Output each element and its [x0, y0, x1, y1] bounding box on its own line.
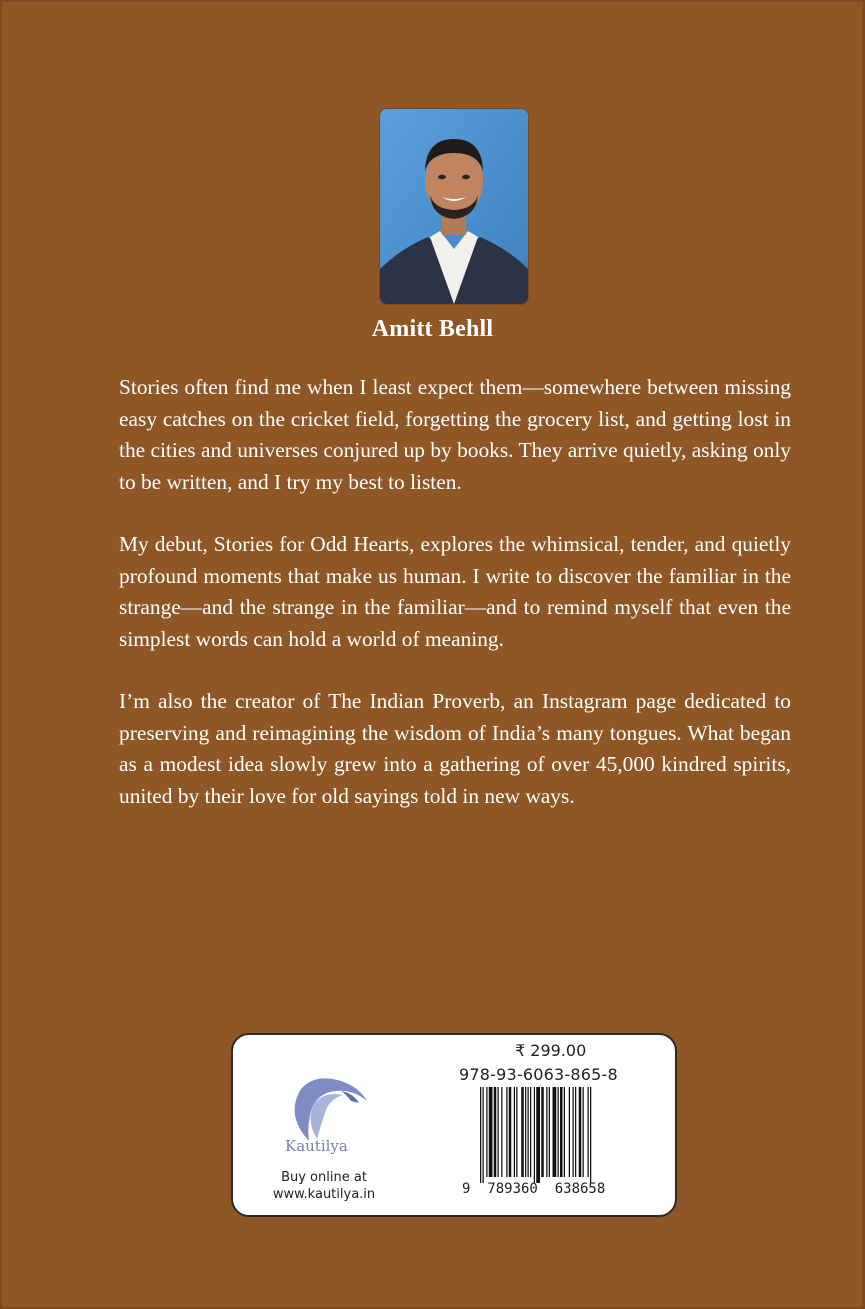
publisher-name: Kautilya [285, 1137, 348, 1155]
barcode-bar [528, 1087, 529, 1177]
barcode-bar [521, 1087, 524, 1177]
barcode-bar [536, 1087, 540, 1183]
barcode-digits: 9 789360 638658 [462, 1181, 606, 1197]
barcode-bar [483, 1087, 484, 1183]
barcode-bar [525, 1087, 526, 1177]
barcode-bar [501, 1087, 502, 1177]
barcode-bar [516, 1087, 517, 1177]
barcode-bar [541, 1087, 544, 1177]
author-bio [119, 372, 791, 843]
barcode-bar [480, 1087, 481, 1183]
barcode-bar [564, 1087, 565, 1177]
barcode-bar [546, 1087, 547, 1177]
barcode-bar [489, 1087, 493, 1177]
barcode-bar [579, 1087, 582, 1177]
barcode-bar [575, 1087, 576, 1177]
bio-paragraph-1: Stories often find me when I least expect them—somewhere between missing easy catches on the cricket field, forgetting the grocery list, and getting lost in the cities and universes conjured up by books. They arrive quietly, asking only to be written, and I try my best to listen. [119, 375, 791, 494]
barcode-bar [509, 1087, 512, 1177]
barcode-bar [560, 1087, 563, 1177]
barcode-bar [506, 1087, 507, 1177]
barcode-bar [486, 1087, 487, 1177]
barcode-bar [588, 1087, 589, 1177]
barcode-bar [583, 1087, 584, 1177]
buy-online-text [269, 1169, 379, 1203]
author-name: Amitt Behll [371, 316, 494, 342]
barcode-bar [514, 1087, 515, 1177]
author-photo [380, 109, 528, 304]
buy-online-label: Buy online at [281, 1170, 367, 1185]
barcode-bar [494, 1087, 497, 1177]
barcode-panel [231, 1033, 677, 1217]
bio-paragraph-2: My debut, Stories for Odd Hearts, explores the whimsical, tender, and quietly profound moments that make us human. I write to discover the familiar in the strange—and the strange in the familiar—and to remind myself that even the simplest words can hold a world of meaning. [119, 532, 791, 651]
barcode-bar [590, 1087, 591, 1183]
barcode-bar [573, 1087, 574, 1177]
barcode-bar [498, 1087, 499, 1177]
barcode-bar [569, 1087, 570, 1177]
barcode-bar [530, 1087, 531, 1177]
isbn-number: 978-93-6063-865-8 [459, 1065, 618, 1084]
barcode-bar [534, 1087, 535, 1183]
publisher-website: www.kautilya.in [272, 1187, 376, 1202]
price: ₹ 299.00 [515, 1041, 587, 1060]
isbn-barcode [478, 1087, 638, 1183]
barcode-bar [549, 1087, 550, 1177]
bio-paragraph-3: I’m also the creator of The Indian Proverb, an Instagram page dedicated to preserving and reimagining the wisdom of India’s many tongues. What began as a modest idea slowly grew into a gathering of over 45,000 kindred spirits, united by their love for old sayings told in new ways. [119, 689, 791, 808]
barcode-bar [558, 1087, 559, 1177]
barcode-bar [553, 1087, 557, 1177]
